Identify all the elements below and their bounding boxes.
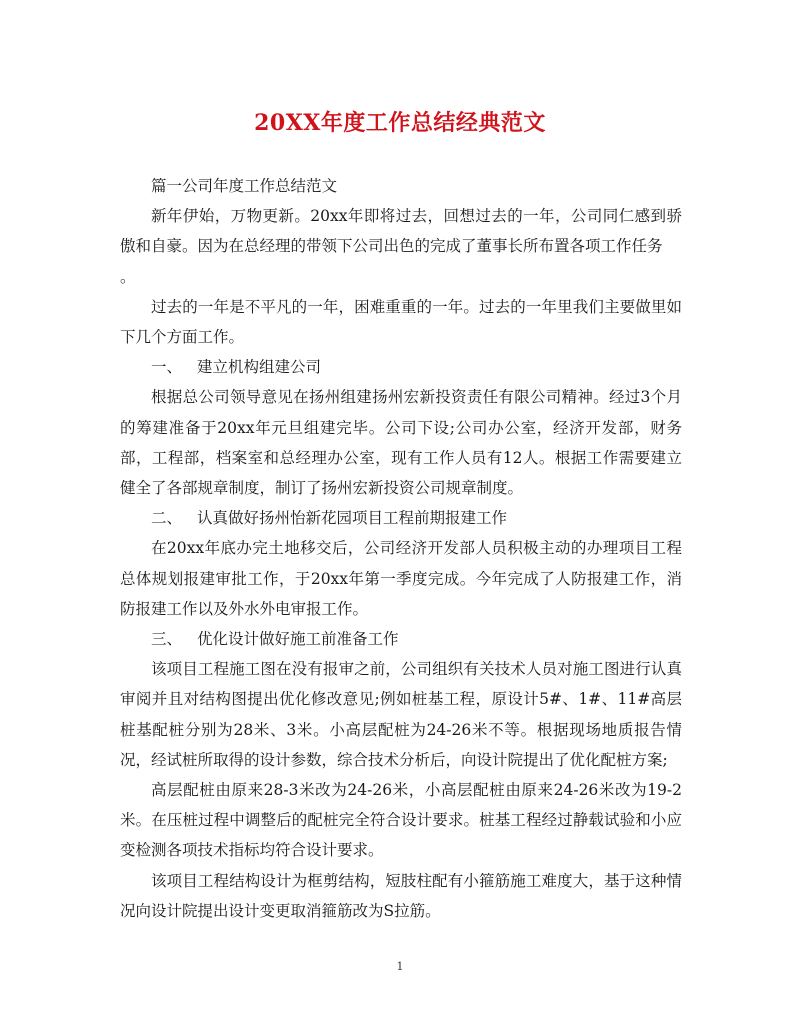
section-heading-text: 优化设计做好施工前准备工作 [197,630,399,649]
section-heading-text: 认真做好扬州怡新花园项目工程前期报建工作 [197,509,508,528]
section-3-paragraph-1: 该项目工程施工图在没有报审之前，公司组织有关技术人员对施工图进行认真审阅并且对结构图提出优化修改意见;例如桩基工程，原设计5#、1#、11#高层桩基配桩分别为28米、3米。小高层配桩为24-26米不等。根据现场地质报告情况，经试桩所取得的设计参数，综合技术分析后，向设计院提出了优化配桩方案; [120,660,682,769]
section-2-paragraph: 在20xx年底办完土地移交后，公司经济开发部人员积极主动的办理项目工程总体规划报建审批工作，于20xx年第一季度完成。今年完成了人防报建工作，消防报建工作以及外水外电审报工作。 [120,539,682,618]
intro-text: 新年伊始，万物更新。20xx年即将过去，回想过去的一年，公司同仁感到骄傲和自豪。因为在总经理的带领下公司出色的完成了董事长所布置各项工作任务 [120,207,682,256]
section-heading-2 [120,503,682,533]
section-heading-1 [120,352,682,382]
subtitle: 篇一公司年度工作总结范文 [151,177,338,195]
page-number: 1 [396,960,404,973]
section-1-paragraph: 根据总公司领导意见在扬州组建扬州宏新投资责任有限公司精神。经过3个月的筹建准备于20xx年元旦组建完毕。公司下设;公司办公室，经济开发部，财务部，工程部，档案室和总经理办公室，现有工作人员有12人。根据工作需要建立健全了各部规章制度，制订了扬州宏新投资公司规章制度。 [120,388,682,498]
section-3-paragraph-2: 高层配桩由原来28-3米改为24-26米，小高层配桩由原来24-26米改为19-2米。在压桩过程中调整后的配桩完全符合设计要求。桩基工程经过静载试验和小应变检测各项技术指标均符合设计要求。 [120,781,682,860]
section-heading-3 [120,624,682,654]
section-number: 一、 [151,358,183,377]
section-number: 三、 [151,630,183,649]
intro-paragraph [120,201,682,292]
intro-end: 。 [120,267,136,286]
document-title: 20XX年度工作总结经典范文 [254,110,546,136]
section-number: 二、 [151,509,183,528]
section-3-paragraph-3: 该项目工程结构设计为框剪结构，短肢柱配有小箍筋施工难度大，基于这种情况向设计院提出设计变更取消箍筋改为S拉筋。 [120,871,682,920]
document-body [120,171,682,926]
overview-paragraph: 过去的一年是不平凡的一年，困难重重的一年。过去的一年里我们主要做里如下几个方面工作。 [120,297,682,347]
section-heading-text: 建立机构组建公司 [197,358,322,377]
